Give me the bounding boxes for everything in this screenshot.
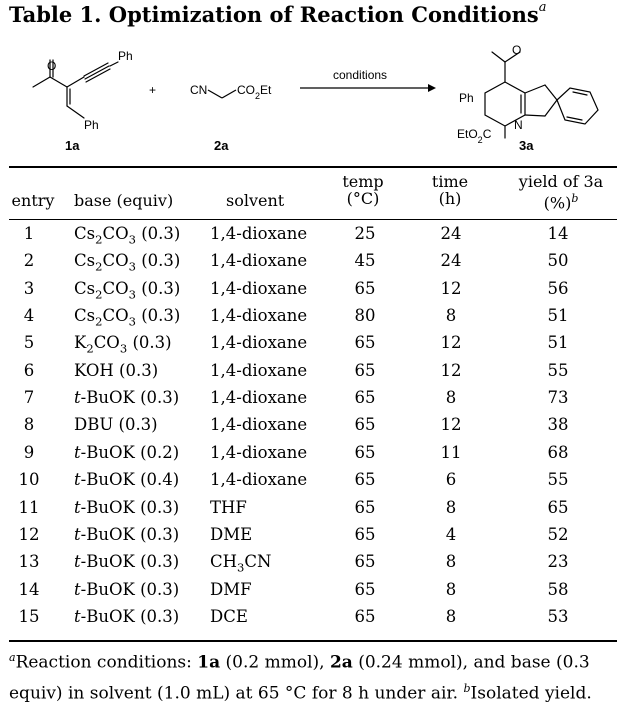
cell-entry: 8	[23, 415, 35, 435]
table-top-rule	[9, 166, 617, 168]
footnote-b-text: Isolated yield.	[470, 683, 592, 704]
header-base: base (equiv)	[74, 191, 174, 210]
cell-time: 24	[440, 224, 462, 243]
cell-solvent: 1,4-dioxane	[210, 251, 308, 271]
header-solvent: solvent	[226, 191, 285, 210]
table-row	[0, 361, 625, 388]
cell-entry: 14	[18, 579, 40, 599]
reaction-arrow	[300, 84, 436, 92]
footnote-a-mid2: (0.24 mmol), and base (0.3 equiv) in solvent (1.0 mL) at 65 °C for 8 h under air.	[9, 652, 590, 704]
header-yield-mark: b	[571, 192, 579, 205]
cell-temp: 65	[354, 278, 376, 298]
cell-entry: 11	[18, 497, 40, 517]
title-footnote-mark: a	[538, 0, 547, 15]
cell-temp: 65	[354, 333, 376, 353]
product-n: N	[514, 118, 523, 132]
table-row	[0, 607, 625, 634]
plus-sign: +	[149, 83, 157, 97]
cell-entry: 10	[18, 470, 40, 490]
cell-entry: 6	[23, 360, 35, 380]
table-bottom-rule	[9, 640, 617, 642]
cell-temp: 65	[354, 388, 376, 408]
cell-temp: 45	[354, 251, 376, 271]
cell-base: t-BuOK (0.3)	[74, 579, 180, 599]
cell-entry: 7	[23, 388, 35, 408]
cell-temp: 65	[354, 552, 376, 572]
cell-temp: 65	[354, 579, 376, 599]
cell-yield: 58	[547, 579, 569, 599]
footnote-a-mid1: (0.2 mmol),	[220, 652, 330, 673]
cell-solvent: 1,4-dioxane	[210, 415, 308, 435]
cell-base: $Cs_2CO_3$ (0.3)	[74, 278, 181, 301]
cell-solvent: DCE	[210, 606, 248, 626]
cell-time: 24	[440, 251, 462, 271]
cell-base: $Cs_2CO_3$ (0.3)	[74, 251, 181, 274]
product-carbonyl-o: O	[512, 43, 522, 57]
product-ester: EtO$_2$C	[457, 127, 492, 145]
cell-entry: 9	[23, 442, 35, 462]
reactant1-ph-bottom: Ph	[84, 118, 99, 132]
cell-solvent: 1,4-dioxane	[210, 278, 308, 298]
cell-yield: 23	[547, 552, 569, 572]
table-row	[0, 470, 625, 497]
header-temp-line2: (°C)	[346, 189, 380, 208]
cell-entry: 4	[23, 306, 35, 326]
reactant-2a-structure	[190, 83, 272, 101]
table-row	[0, 279, 625, 306]
cell-yield: 51	[547, 306, 569, 326]
cell-temp: 65	[354, 606, 376, 626]
cell-solvent: 1,4-dioxane	[210, 442, 308, 462]
cell-base: t-BuOK (0.4)	[74, 470, 180, 490]
cell-temp: 65	[354, 442, 376, 462]
header-temp-line1: temp	[342, 172, 384, 191]
product-3a-structure	[485, 52, 598, 138]
cell-entry: 15	[18, 606, 40, 626]
table-row	[0, 306, 625, 333]
table-row	[0, 552, 625, 579]
table-title	[9, 2, 546, 27]
cell-time: 4	[445, 524, 457, 544]
cell-yield: 68	[547, 442, 569, 462]
cell-yield: 73	[547, 388, 569, 408]
cell-entry: 5	[23, 333, 35, 353]
cell-solvent: 1,4-dioxane	[210, 306, 308, 326]
reactant1-label: 1a	[65, 138, 80, 153]
cell-base: t-BuOK (0.2)	[74, 442, 180, 462]
cell-time: 8	[445, 579, 457, 599]
table-row	[0, 443, 625, 470]
header-yield-line1: yield of 3a	[518, 172, 604, 191]
cell-yield: 51	[547, 333, 569, 353]
svg-text:O: O	[47, 59, 57, 73]
cell-time: 12	[440, 415, 462, 435]
cell-base: t-BuOK (0.3)	[74, 524, 180, 544]
table-row	[0, 224, 625, 251]
cell-time: 8	[445, 552, 457, 572]
cell-yield: 65	[547, 497, 569, 517]
cell-base: $Cs_2CO_3$ (0.3)	[74, 306, 181, 329]
cell-yield: 14	[547, 224, 569, 243]
cell-yield: 38	[547, 415, 569, 435]
header-time	[418, 173, 482, 207]
reactant-1a-structure	[33, 60, 118, 118]
table-row	[0, 580, 625, 607]
cell-base: KOH (0.3)	[74, 360, 159, 380]
cell-solvent: 1,4-dioxane	[210, 470, 308, 490]
footnote-a-pre: Reaction conditions:	[15, 652, 198, 673]
arrow-label: conditions	[333, 68, 388, 82]
cell-base: t-BuOK (0.3)	[74, 552, 180, 572]
cell-base: DBU (0.3)	[74, 415, 158, 435]
header-yield	[508, 173, 614, 211]
reactant2-ester: $CO_2Et$	[237, 83, 272, 101]
cell-base: t-BuOK (0.3)	[74, 497, 180, 517]
cell-entry: 12	[18, 524, 40, 544]
table-row	[0, 251, 625, 278]
cell-base: t-BuOK (0.3)	[74, 388, 180, 408]
footnote-a-1a: 1a	[197, 652, 221, 673]
reactant2-cn: CN	[190, 83, 208, 97]
cell-solvent: 1,4-dioxane	[210, 360, 308, 380]
product-ph: Ph	[459, 91, 474, 105]
footnote-a-2a: 2a	[329, 652, 353, 673]
table-title-text: Table 1. Optimization of Reaction Conditions	[9, 2, 539, 27]
cell-base: t-BuOK (0.3)	[74, 606, 180, 626]
table-row	[0, 333, 625, 360]
cell-time: 8	[445, 497, 457, 517]
table-row	[0, 415, 625, 442]
cell-solvent: 1,4-dioxane	[210, 388, 308, 408]
cell-yield: 55	[547, 360, 569, 380]
table-row	[0, 498, 625, 525]
footnote-a-mark: a	[9, 651, 16, 664]
cell-time: 8	[445, 606, 457, 626]
table-header-rule	[9, 219, 617, 220]
table-row	[0, 525, 625, 552]
reactant2-label: 2a	[214, 138, 229, 153]
cell-time: 8	[445, 388, 457, 408]
header-yield-line2: (%)	[543, 193, 572, 213]
cell-solvent: 1,4-dioxane	[210, 224, 308, 243]
cell-temp: 25	[354, 224, 376, 243]
cell-time: 11	[440, 442, 462, 462]
cell-solvent: DME	[210, 524, 253, 544]
cell-yield: 56	[547, 278, 569, 298]
cell-solvent: DMF	[210, 579, 252, 599]
footnote-b-mark: b	[463, 681, 471, 695]
cell-temp: 65	[354, 524, 376, 544]
cell-yield: 50	[547, 251, 569, 271]
product-label: 3a	[519, 138, 534, 153]
cell-yield: 53	[547, 606, 569, 626]
table-row	[0, 388, 625, 415]
reactant1-ph-top: Ph	[118, 49, 133, 63]
cell-temp: 80	[354, 306, 376, 326]
header-time-line1: time	[431, 172, 469, 191]
header-time-line2: (h)	[438, 189, 462, 208]
cell-base: $K_2CO_3$ (0.3)	[74, 333, 172, 356]
cell-temp: 65	[354, 497, 376, 517]
reaction-scheme	[0, 38, 625, 158]
header-entry: entry	[11, 191, 55, 210]
cell-temp: 65	[354, 360, 376, 380]
cell-time: 12	[440, 278, 462, 298]
cell-entry: 1	[23, 224, 35, 243]
table-footnote	[9, 645, 619, 706]
cell-entry: 3	[23, 278, 35, 298]
cell-time: 8	[445, 306, 457, 326]
cell-solvent: $CH_3CN$	[210, 552, 272, 575]
cell-time: 12	[440, 333, 462, 353]
cell-base: $Cs_2CO_3$ (0.3)	[74, 224, 181, 247]
cell-temp: 65	[354, 470, 376, 490]
cell-yield: 55	[547, 470, 569, 490]
cell-solvent: THF	[210, 497, 247, 517]
cell-yield: 52	[547, 524, 569, 544]
cell-time: 12	[440, 360, 462, 380]
cell-temp: 65	[354, 415, 376, 435]
header-temp	[331, 173, 395, 207]
cell-entry: 2	[23, 251, 35, 271]
cell-entry: 13	[18, 552, 40, 572]
cell-time: 6	[445, 470, 457, 490]
cell-solvent: 1,4-dioxane	[210, 333, 308, 353]
